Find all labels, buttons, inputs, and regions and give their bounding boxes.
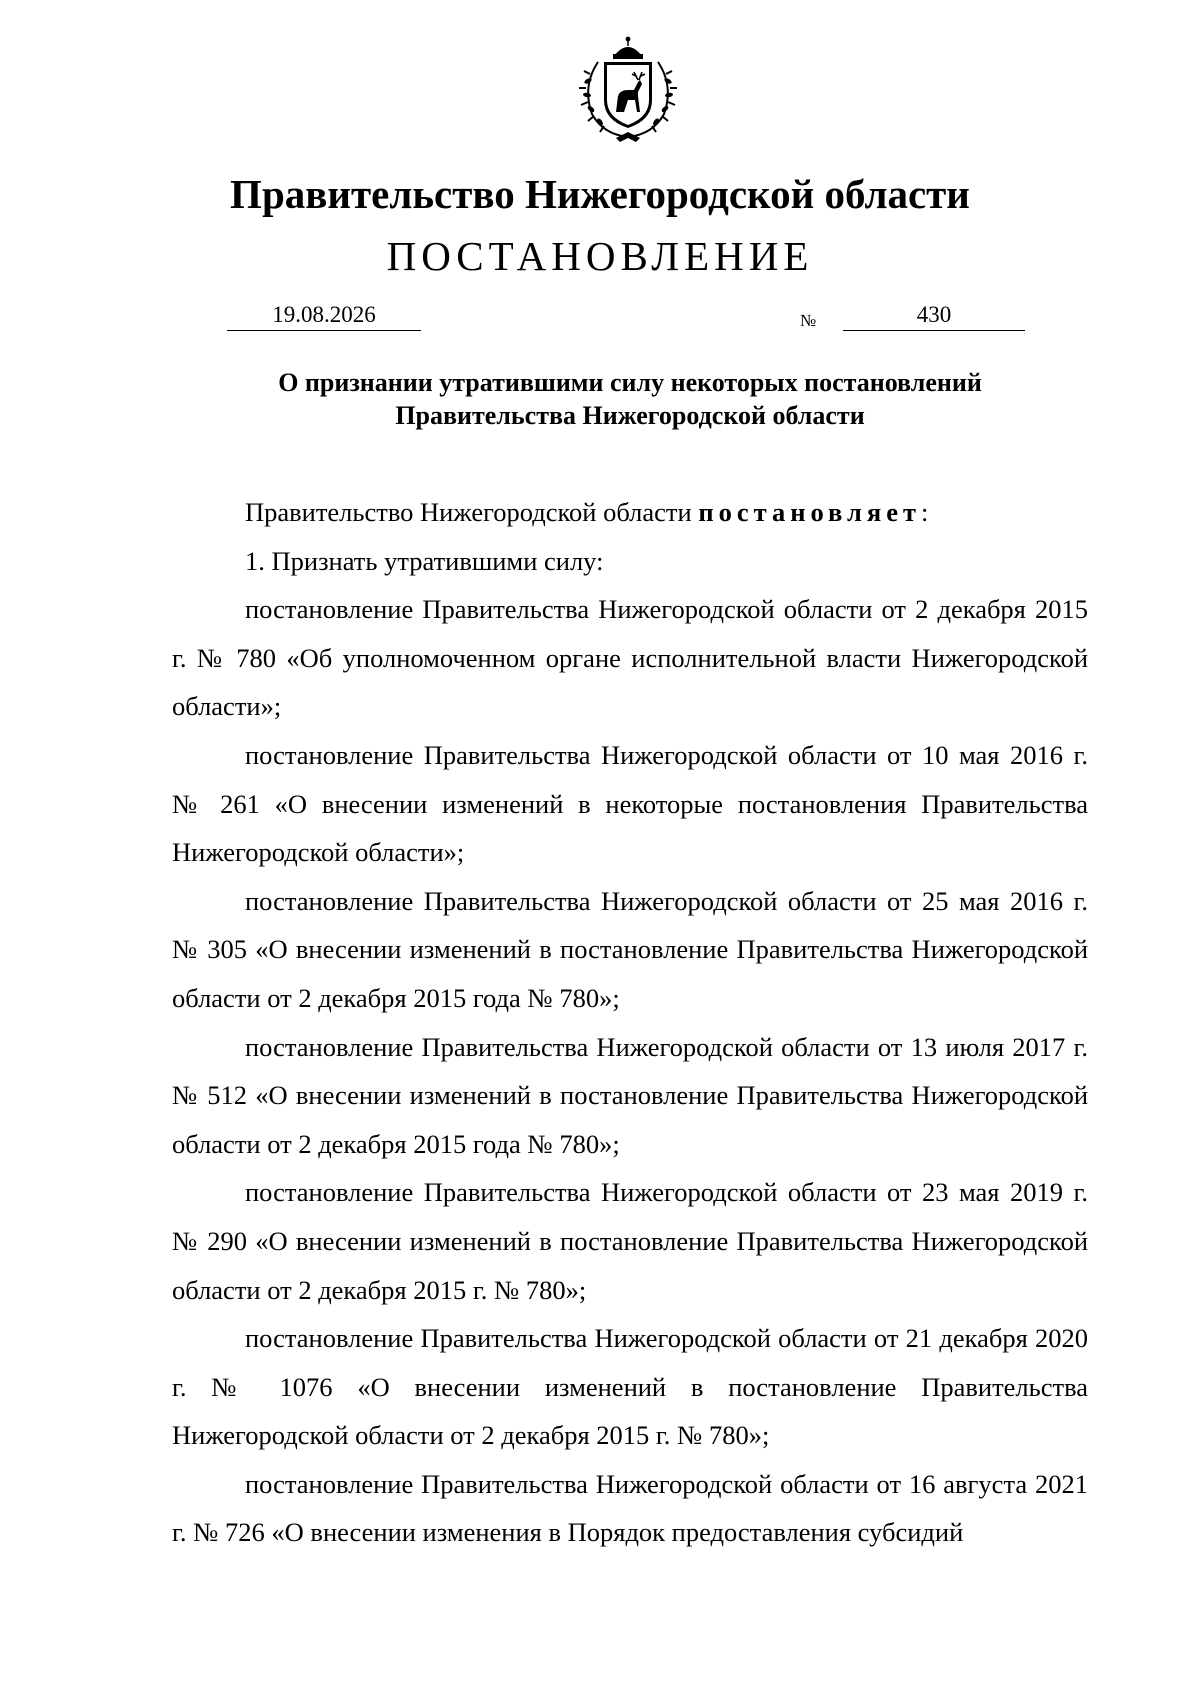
document-body [172, 488, 1088, 1557]
act-paragraph: постановление Правительства Нижегородской области от 16 августа 2021 г. № 726 «О внесении изменения в Порядок предоставления субсидий [172, 1468, 1088, 1548]
document-number: 430 [843, 300, 1025, 331]
document-subject [170, 366, 1090, 432]
subject-line-1: О признании утратившими силу некоторых постановлений [278, 368, 982, 397]
act-paragraph: постановление Правительства Нижегородской области от 25 мая 2016 г. № 305 «О внесении изменений в постановление Правительства Нижегородской области от 2 декабря 2015 года № 780»; [172, 885, 1088, 1013]
preamble-end: : [921, 497, 929, 527]
act-paragraph: постановление Правительства Нижегородской области от 21 декабря 2020 г. № 1076 «О внесении изменений в постановление Правительства Нижегородской области от 2 декабря 2015 г. № 780»; [172, 1323, 1088, 1451]
item-1-paragraph: 1. Признать утратившими силу: [245, 545, 604, 576]
preamble-verb: постановляет [698, 497, 922, 527]
act-paragraph: постановление Правительства Нижегородской области от 23 мая 2019 г. № 290 «О внесении изменений в постановление Правительства Нижегородской области от 2 декабря 2015 г. № 780»; [172, 1177, 1088, 1305]
act-paragraph: постановление Правительства Нижегородской области от 13 июля 2017 г. № 512 «О внесении изменений в постановление Правительства Нижегородской области от 2 декабря 2015 года № 780»; [172, 1031, 1088, 1159]
government-title: Правительство Нижегородской области [230, 171, 970, 217]
subject-line-2: Правительства Нижегородской области [395, 401, 865, 430]
document-date: 19.08.2026 [227, 300, 421, 331]
act-paragraph: постановление Правительства Нижегородской области от 10 мая 2016 г. № 261 «О внесении изменений в некоторые постановления Правительства Нижегородской области»; [172, 739, 1088, 868]
shield-deer-icon [604, 62, 652, 128]
preamble-text: Правительство Нижегородской области [245, 497, 699, 527]
crown-icon [613, 37, 643, 59]
act-paragraph: постановление Правительства Нижегородской области от 2 декабря 2015 г. № 780 «Об уполномоченном органе исполнительной власти Нижегородской области»; [172, 594, 1088, 722]
number-sign: № [800, 311, 817, 330]
coat-of-arms-emblem [576, 34, 680, 146]
preamble-paragraph [172, 488, 1088, 537]
document-type: ПОСТАНОВЛЕНИЕ [386, 233, 814, 279]
